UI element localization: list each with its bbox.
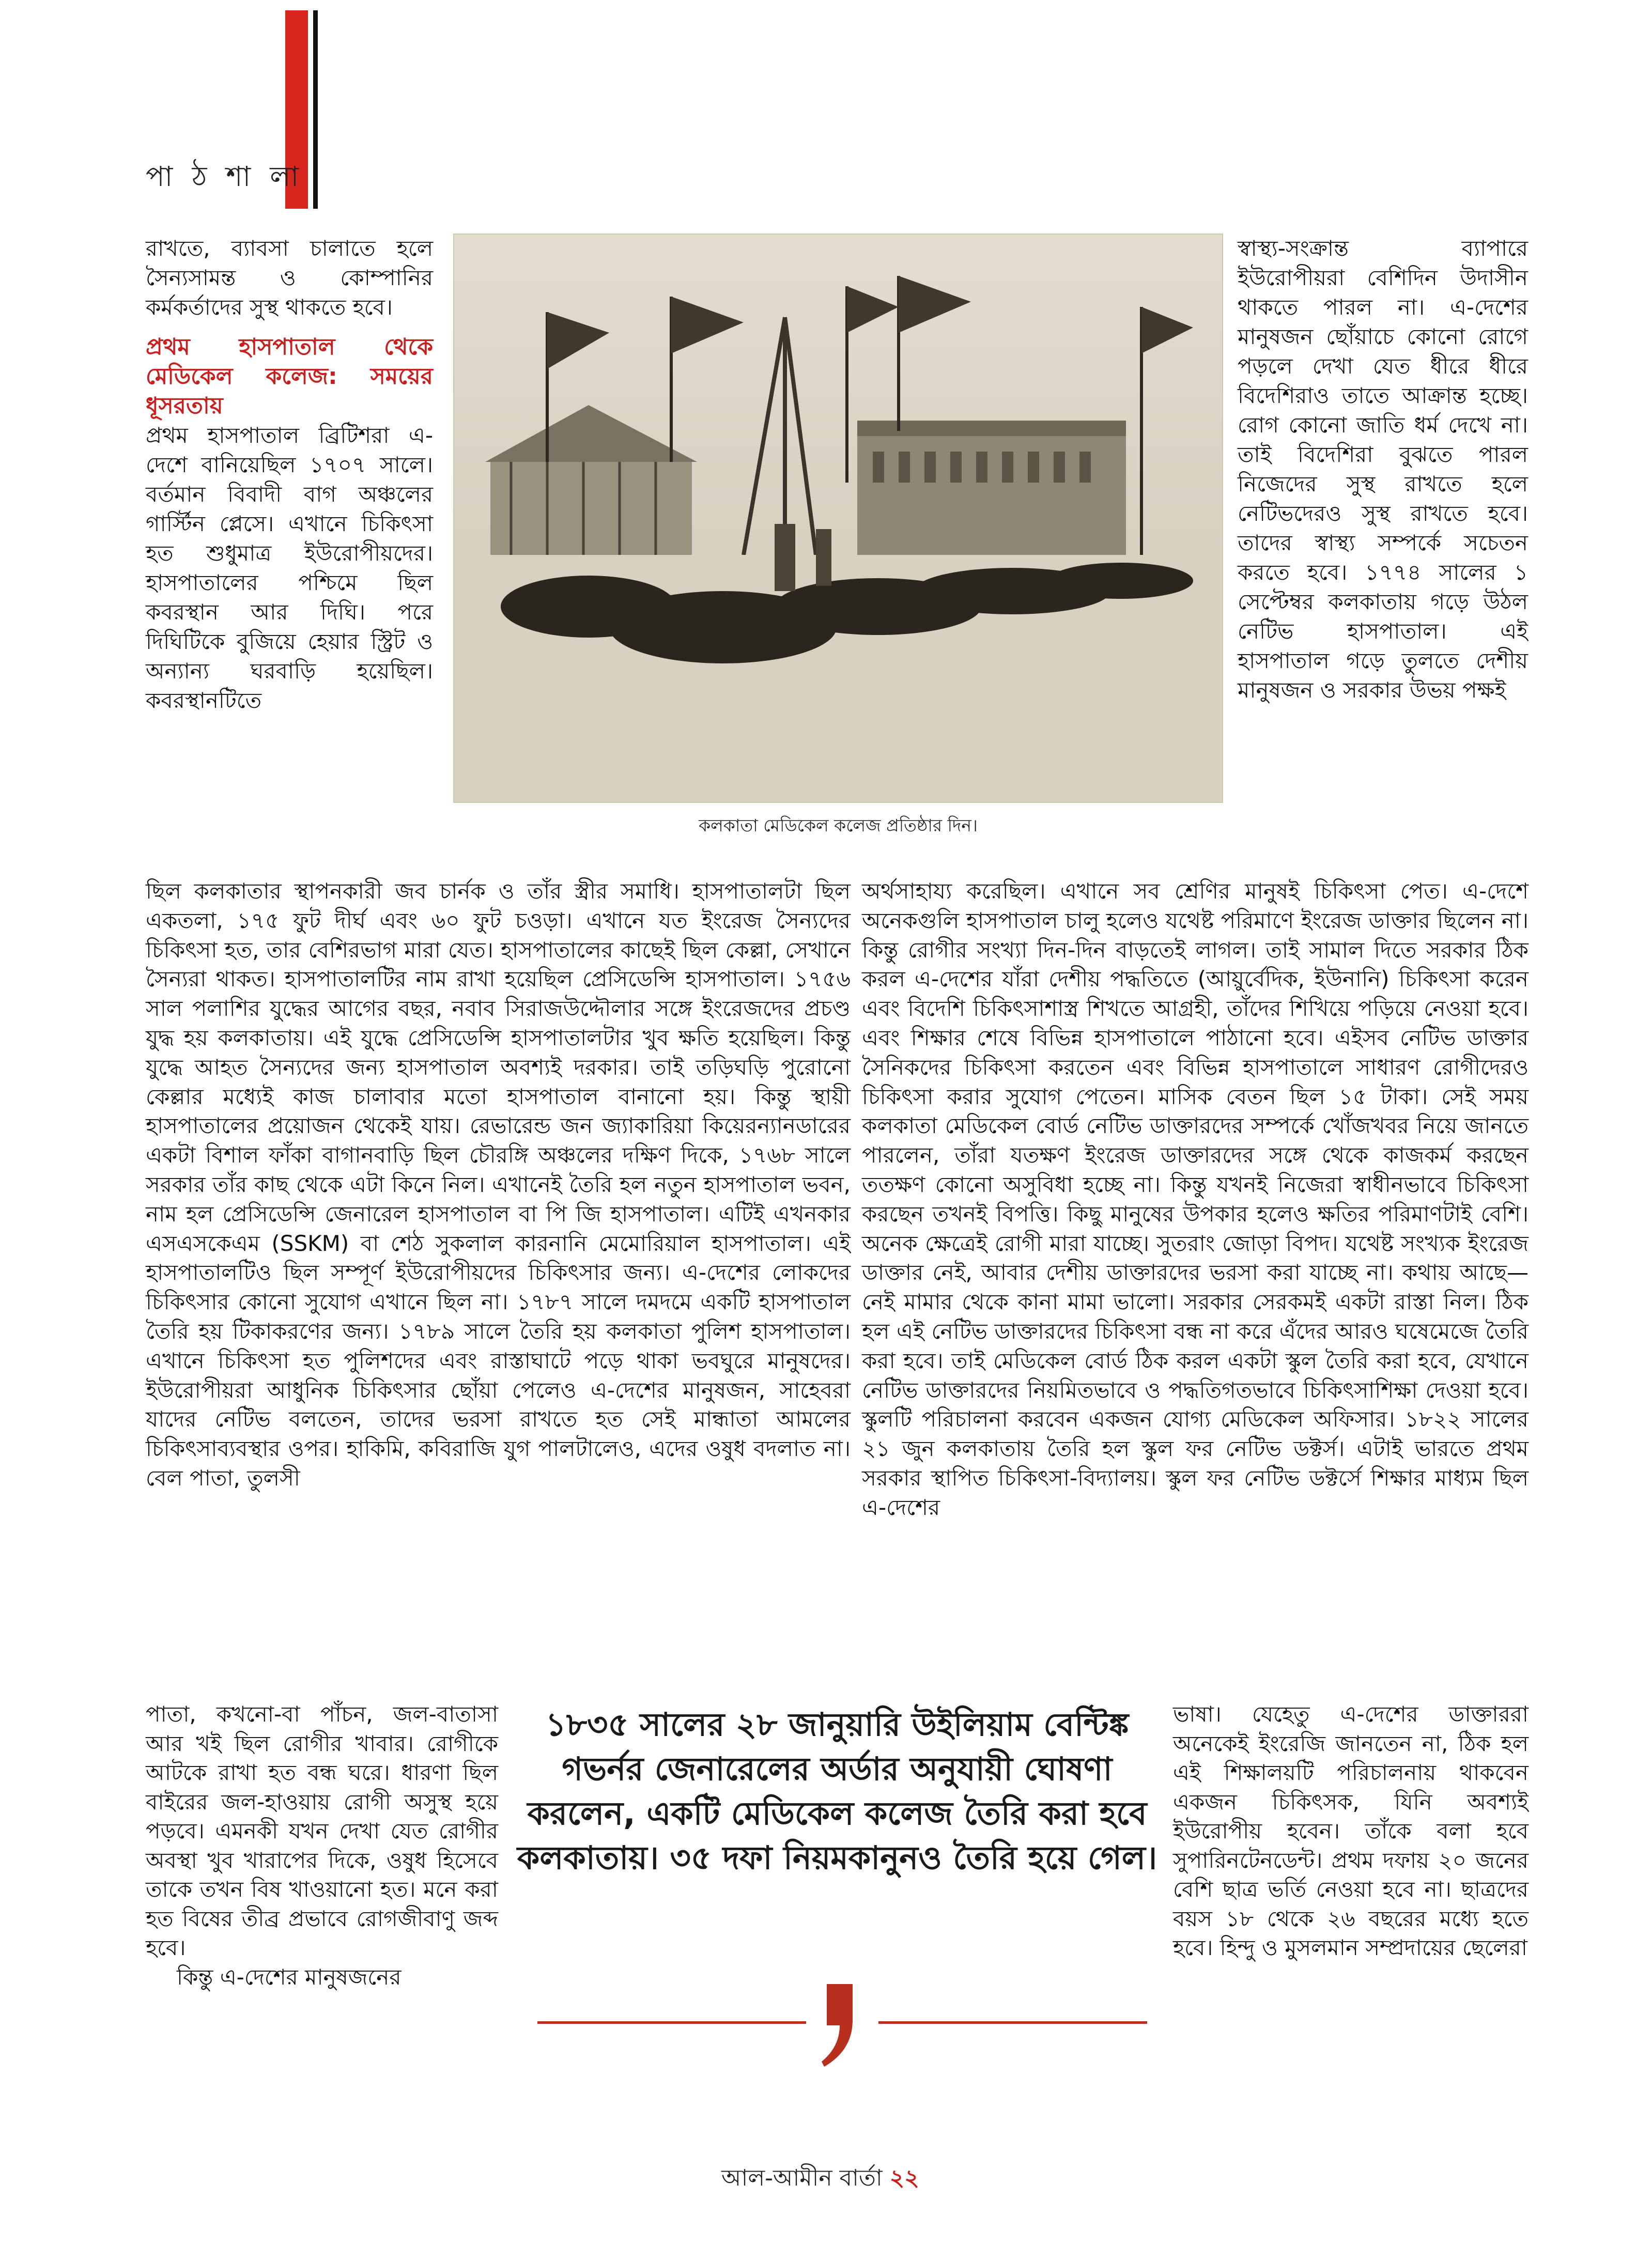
right-column [1238, 234, 1528, 705]
page-footer [721, 2161, 919, 2198]
quote-rule-right [878, 2021, 1147, 2024]
publication-name: আল-আমীন বার্তা [721, 2165, 883, 2191]
ceremony-illustration [454, 235, 1222, 802]
bottom-right-paragraph: ভাষা। যেহেতু এ-দেশের ডাক্তাররা অনেকেই ইংরেজি জানতেন না, ঠিক হল এই শিক্ষালয়টি পরিচালনায় থাকবেন একজন চিকিৎসক, যিনি অবশ্যই ইউরোপীয় হবেন। তাঁকে বলা হবে সুপারিনটেনডেন্ট। প্রথম দফায় ২০ জনের বেশি ছাত্র ভর্তি নেওয়া হবে না। ছাত্রদের বয়স ১৮ থেকে ২৬ বছরের মধ্যে হতে হবে। হিন্দু ও মুসলমান সম্প্রদায়ের ছেলেরা [1173, 1701, 1529, 1960]
bottom-left-paragraph-2: কিন্তু এ-দেশের মানুষজনের [177, 1964, 402, 1990]
bottom-left-paragraph: পাতা, কখনো-বা পাঁচন, জল-বাতাসা আর খই ছিল রোগীর খাবার। রোগীকে আটকে রাখা হত বন্ধ ঘরে। ধারণা ছিল বাইরের জল-হাওয়ায় রোগী অসুস্থ হয়ে পড়বে। এমনকী যখন দেখা যেত রোগীর অবস্থা খুব খারাপের দিকে, ওষুধ হিসেবে তাকে তখন বিষ খাওয়ানো হত। মনে করা হত বিষের তীব্র প্রভাবে রোগজীবাণু জব্দ হবে। [146, 1701, 498, 1960]
left-column [146, 234, 433, 715]
body-column-right: অর্থসাহায্য করেছিল। এখানে সব শ্রেণির মানুষই চিকিৎসা পেত। এ-দেশে অনেকগুলি হাসপাতাল চালু হলেও যথেষ্ট পরিমাণে ইংরেজ ডাক্তার ছিলেন না। কিন্তু রোগীর সংখ্যা দিন-দিন বাড়তেই লাগল। তাই সামাল দিতে সরকার ঠিক করল এ-দেশের যাঁরা দেশীয় পদ্ধতিতে (আয়ুর্বেদিক, ইউনানি) চিকিৎসা করেন এবং বিদেশি চিকিৎসাশাস্ত্র শিখতে আগ্রহী, তাঁদের শিখিয়ে পড়িয়ে নেওয়া হবে। এবং শিক্ষার শেষে বিভিন্ন হাসপাতালে পাঠানো হবে। এইসব নেটিভ ডাক্তার সৈনিকদের চিকিৎসা করতেন এবং বিভিন্ন হাসপাতালে সাধারণ রোগীদেরও চিকিৎসা করার সুযোগ পেতেন। মাসিক বেতন ছিল ১৫ টাকা। সেই সময় কলকাতা মেডিকেল বোর্ড নেটিভ ডাক্তারদের সম্পর্কে খোঁজখবর নিয়ে জানতে পারলেন, তাঁরা যতক্ষণ ইংরেজ ডাক্তারদের সঙ্গে থেকে কাজকর্ম করছেন ততক্ষণ কোনো অসুবিধা হচ্ছে না। কিন্তু যখনই নিজেরা স্বাধীনভাবে চিকিৎসা করছেন তখনই বিপত্তি। কিছু মানুষের উপকার হলেও ক্ষতির পরিমাণটাই বেশি। অনেক ক্ষেত্রেই রোগী মারা যাচ্ছে। সুতরাং জোড়া বিপদ। যথেষ্ট সংখ্যক ইংরেজ ডাক্তার নেই, আবার দেশীয় ডাক্তারদের ভরসা করা যাচ্ছে না। কথায় আছে— নেই মামার থেকে কানা মামা ভালো। সরকার সেরকমই একটা রাস্তা নিল। ঠিক হল এই নেটিভ ডাক্তারদের চিকিৎসা বন্ধ না করে এঁদের আরও ঘষেমেজে তৈরি করা হবে। তাই মেডিকেল বোর্ড ঠিক করল একটা স্কুল তৈরি করা হবে, যেখানে নেটিভ ডাক্তারদের নিয়মিতভাবে ও পদ্ধতিগতভাবে চিকিৎসাশিক্ষা দেওয়া হবে। স্কুলটি পরিচালনা করবেন একজন যোগ্য মেডিকেল অফিসার। ১৮২২ সালের ২১ জুন কলকাতায় তৈরি হল স্কুল ফর নেটিভ ডক্টর্স। এটাই ভারতে প্রথম সরকার স্থাপিত চিকিৎসা-বিদ্যালয়। স্কুল ফর নেটিভ ডক্টর্সে শিক্ষার মাধ্যম ছিল এ-দেশের [862, 878, 1529, 1520]
quote-rule-left [537, 2021, 806, 2024]
pull-quote: ১৮৩৫ সালের ২৮ জানুয়ারি উইলিয়াম বেন্টিঙ্ক গভর্নর জেনারেলের অর্ডার অনুযায়ী ঘোষণা করলেন, একটি মেডিকেল কলেজ তৈরি করা হবে কলকাতায়। ৩৫ দফা নিয়মকানুনও তৈরি হয়ে গেল। [517, 1706, 1157, 1877]
section-label: পা ঠ শা লা [146, 160, 304, 193]
left-col-paragraph-1: রাখতে, ব্যাবসা চালাতে হলে সৈন্যসামন্ত ও কোম্পানির কর্মকর্তাদের সুস্থ থাকতে হবে। [146, 236, 433, 320]
historic-photo [453, 234, 1223, 803]
body-column-left: ছিল কলকাতার স্থাপনকারী জব চার্নক ও তাঁর স্ত্রীর সমাধি। হাসপাতালটা ছিল একতলা, ১৭৫ ফুট দীর্ঘ এবং ৬০ ফুট চওড়া। এখানে যত ইংরেজ সৈন্যদের চিকিৎসা হত, তার বেশিরভাগ মারা যেত। হাসপাতালের কাছেই ছিল কেল্লা, সেখানে সৈন্যরা থাকত। হাসপাতালটির নাম রাখা হয়েছিল প্রেসিডেন্সি হাসপাতাল। ১৭৫৬ সাল পলাশির যুদ্ধের আগের বছর, নবাব সিরাজউদ্দৌলার সঙ্গে ইংরেজদের প্রচণ্ড যুদ্ধ হয় কলকাতায়। এই যুদ্ধে প্রেসিডেন্সি হাসপাতালটার খুব ক্ষতি হয়েছিল। কিন্তু যুদ্ধে আহত সৈন্যদের জন্য হাসপাতাল অবশ্যই দরকার। তাই তড়িঘড়ি পুরোনো কেল্লার মধ্যেই কাজ চালাবার মতো হাসপাতাল বানানো হয়। কিন্তু স্থায়ী হাসপাতালের প্রয়োজন থেকেই যায়। রেভারেন্ড জন জ্যাকারিয়া কিয়েরন্যানডারের একটা বিশাল ফাঁকা বাগানবাড়ি ছিল চৌরঙ্গি অঞ্চলের দক্ষিণ দিকে, ১৭৬৮ সালে সরকার তাঁর কাছ থেকে এটা কিনে নিল। এখানেই তৈরি হল নতুন হাসপাতাল ভবন, নাম হল প্রেসিডেন্সি জেনারেল হাসপাতাল বা পি জি হাসপাতাল। এটিই এখনকার এসএসকেএম (SSKM) বা শেঠ সুকলাল কারনানি মেমোরিয়াল হাসপাতাল। এই হাসপাতালটিও ছিল সম্পূর্ণ ইউরোপীয়দের চিকিৎসার জন্য। এ-দেশের লোকদের চিকিৎসার কোনো সুযোগ এখানে ছিল না। ১৭৮৭ সালে দমদমে একটি হাসপাতাল তৈরি হয় টিকাকরণের জন্য। ১৭৮৯ সালে তৈরি হয় কলকাতা পুলিশ হাসপাতাল। এখানে চিকিৎসা হত পুলিশদের এবং রাস্তাঘাটে পড়ে থাকা ভবঘুরে মানুষদের। ইউরোপীয়রা আধুনিক চিকিৎসার ছোঁয়া পেলেও এ-দেশের মানুষজন, সাহেবরা যাদের নেটিভ বলতেন, তাদের ভরসা রাখতে হত সেই মান্ধাতা আমলের চিকিৎসাব্যবস্থার ওপর। হাকিমি, কবিরাজি যুগ পালটালেও, এদের ওষুধ বদলাত না। বেল পাতা, তুলসী [146, 878, 851, 1491]
section-heading: প্রথম হাসপাতাল থেকে মেডিকেল কলেজ: সময়ের ধূসরতায় [146, 334, 433, 419]
header-black-bar [313, 10, 318, 209]
right-col-paragraph-1: স্বাস্থ্য-সংক্রান্ত ব্যাপারে ইউরোপীয়রা বেশিদিন উদাসীন থাকতে পারল না। এ-দেশের মানুষজন ছোঁয়াচে কোনো রোগে পড়লে দেখা যেত ধীরে ধীরে বিদেশিরাও তাতে আক্রান্ত হচ্ছে। রোগ কোনো জাতি ধর্ম দেখে না। তাই বিদেশিরা বুঝতে পারল নিজেদের সুস্থ রাখতে হলে নেটিভদেরও সুস্থ রাখতে হবে। তাদের স্বাস্থ্য সম্পর্কে সচেতন করতে হবে। ১৭৭৪ সালের ১ সেপ্টেম্বর কলকাতায় গড়ে উঠল নেটিভ হাসপাতাল। এই হাসপাতাল গড়ে তুলতে দেশীয় মানুষজন ও সরকার উভয় পক্ষই [1238, 236, 1528, 703]
quote-mark-icon [816, 1979, 868, 2072]
bottom-left-column [146, 1700, 498, 1992]
photo-caption: কলকাতা মেডিকেল কলেজ প্রতিষ্ঠার দিন। [699, 815, 978, 835]
page-number: ২২ [889, 2165, 919, 2191]
bottom-right-column [1173, 1700, 1529, 1963]
left-col-paragraph-2: প্রথম হাসপাতাল ব্রিটিশরা এ-দেশে বানিয়েছিল ১৭০৭ সালে। বর্তমান বিবাদী বাগ অঞ্চলের গার্স্টিন প্লেসে। এখানে চিকিৎসা হত শুধুমাত্র ইউরোপীয়দের। হাসপাতালের পশ্চিমে ছিল কবরস্থান আর দিঘি। পরে দিঘিটিকে বুজিয়ে হেয়ার স্ট্রিট ও অন্যান্য ঘরবাড়ি হয়েছিল। কবরস্থানটিতে [146, 423, 433, 713]
